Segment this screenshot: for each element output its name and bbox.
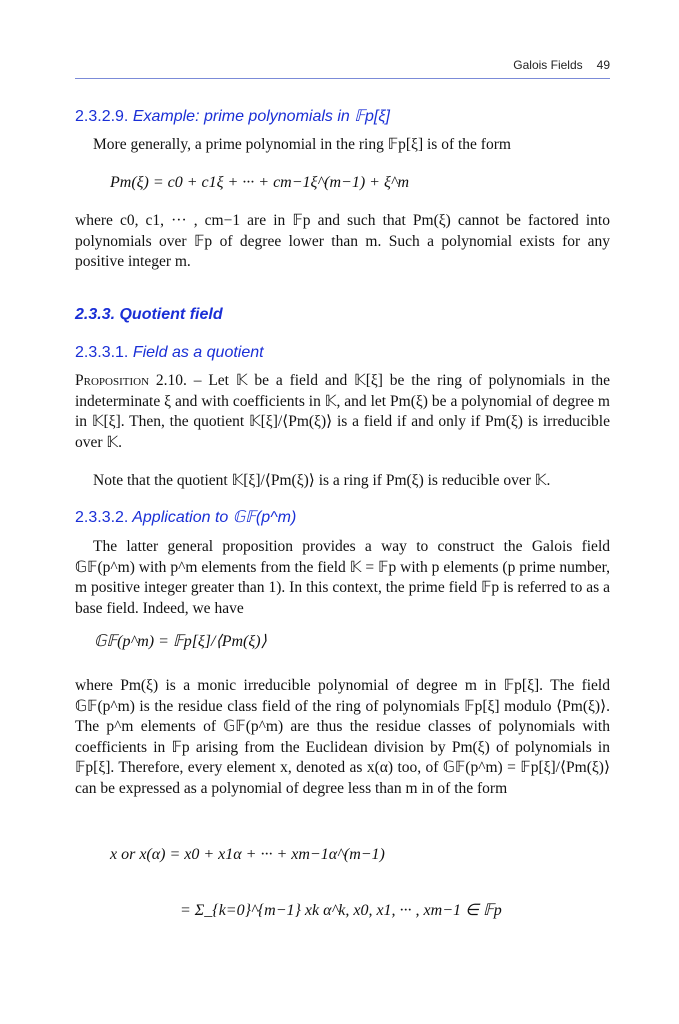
header-text [513,58,610,72]
equation-galois-field: 𝔾𝔽(p^m) = 𝔽p[ξ]/⟨Pm(ξ)⟩ [94,633,267,650]
paragraph: where c0, c1, ··· , cm−1 are in 𝔽p and such that Pm(ξ) cannot be factored into polynomials over 𝔽p of degree lower than m. Such a polynomial exists for any positive integer m. [75,212,610,271]
heading-2-3-2-9 [75,106,610,126]
equation-prime-polynomial: Pm(ξ) = c0 + c1ξ + ··· + cm−1ξ^(m−1) + ξ^m [110,174,410,191]
heading-number: 2.3.3.1. [75,344,129,361]
paragraph: where Pm(ξ) is a monic irreducible polynomial of degree m in 𝔽p[ξ]. The field 𝔾𝔽(p^m) is the residue class field of the ring of polynomials 𝔽p[ξ] modulo ⟨Pm(ξ)⟩. The p^m elements of 𝔾𝔽(p^m) are thus the residue classes of polynomials with coefficients in 𝔽p arising from the Euclidean division by Pm(ξ) of polynomials in 𝔽p[ξ]. Therefore, every element x, denoted as x(α) too, of 𝔾𝔽(p^m) = 𝔽p[ξ]/⟨Pm(ξ)⟩ can be expressed as a polynomial of degree less than m in of the form [75,677,610,797]
equation-element-line1: x or x(α) = x0 + x1α + ··· + xm−1α^(m−1) [110,846,385,863]
paragraph-note: Note that the quotient 𝕂[ξ]/⟨Pm(ξ)⟩ is a ring if Pm(ξ) is reducible over 𝕂. [93,472,551,489]
heading-2-3-3-1 [75,344,610,362]
running-title: Galois Fields [513,58,583,72]
equation-element-line2: = Σ_{k=0}^{m−1} xk α^k, x0, x1, ··· , xm−1 ∈ 𝔽p [180,902,502,919]
running-header [75,56,610,79]
heading-number: 2.3.2.9. [75,108,129,125]
heading-title: Example: prime polynomials in 𝔽p[ξ] [132,108,390,125]
heading-title: Quotient field [119,306,223,323]
heading-number: 2.3.3. [75,306,116,323]
heading-number: 2.3.3.2. [75,509,129,526]
paragraph: The latter general proposition provides a way to construct the Galois field 𝔾𝔽(p^m) with p^m elements from the field 𝕂 = 𝔽p with p elements (p prime number, m positive integer greater than 1). In this context, the prime field 𝔽p is referred to as a base field. Indeed, we have [75,538,610,617]
proposition-text: – Let 𝕂 be a field and 𝕂[ξ] be the ring of polynomials in the indeterminate ξ and with coefficients in 𝕂, and let Pm(ξ) be a polynomial of degree m in 𝕂[ξ]. Then, the quotient 𝕂[ξ]/⟨Pm(ξ)⟩ is a field if and only if Pm(ξ) is irreducible over 𝕂. [75,372,611,451]
heading-title: Application to 𝔾𝔽(p^m) [132,509,297,526]
proposition-label: Proposition 2.10. [75,372,187,389]
heading-2-3-3 [75,306,610,324]
proposition-2-10 [75,371,610,453]
paragraph: More generally, a prime polynomial in the ring 𝔽p[ξ] is of the form [93,136,511,153]
heading-2-3-3-2 [75,507,610,527]
heading-title: Field as a quotient [132,344,264,361]
page-number: 49 [596,58,610,72]
